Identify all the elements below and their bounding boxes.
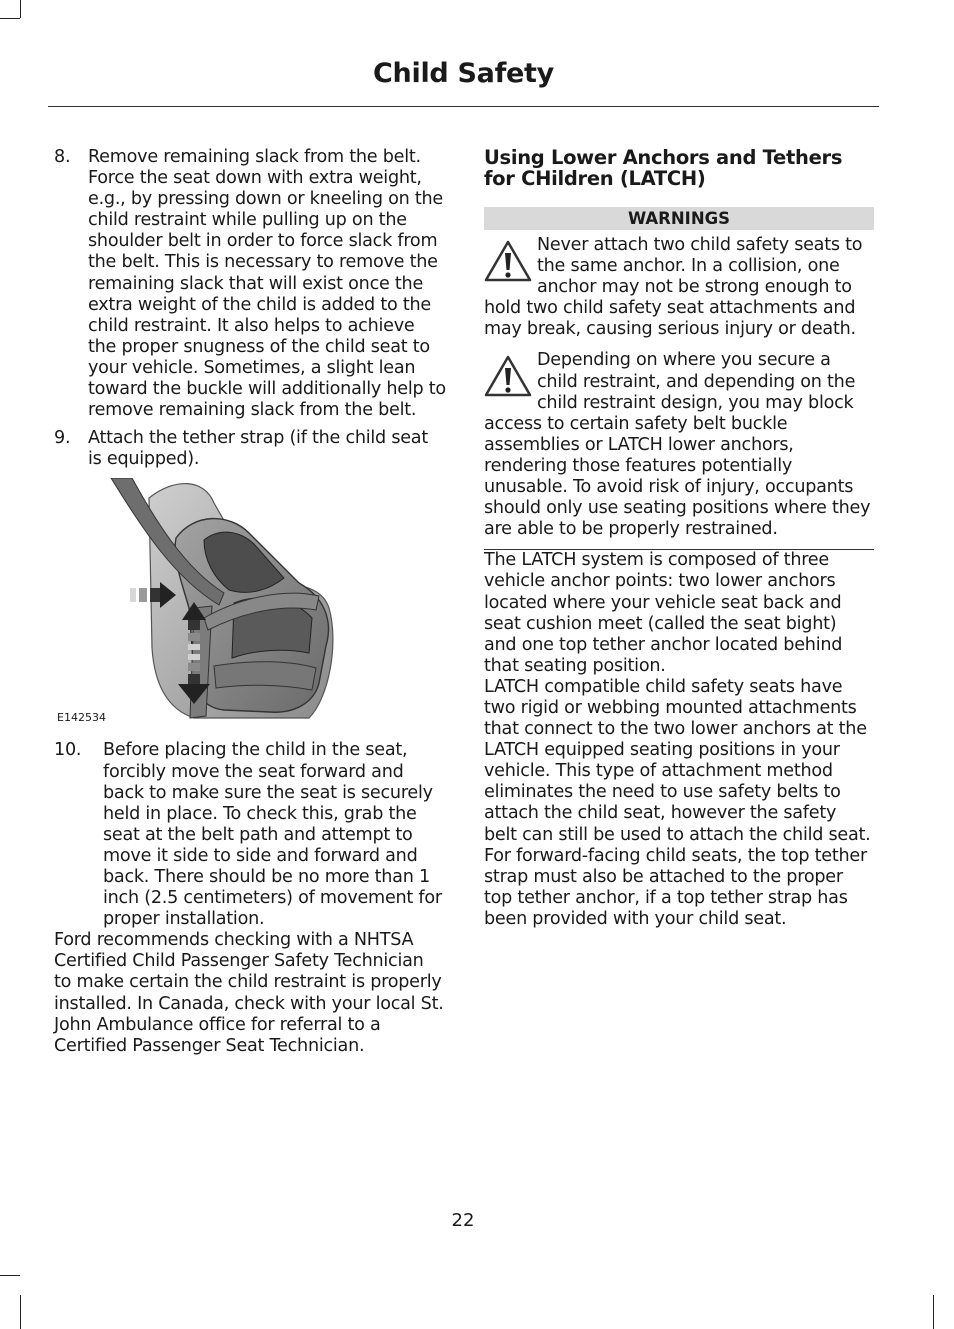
page-number: 22 xyxy=(451,1210,475,1231)
list-item-step-9 xyxy=(54,428,446,470)
step-number: 8. xyxy=(54,147,71,167)
title-divider xyxy=(48,106,879,107)
crop-mark xyxy=(0,1275,20,1276)
list-item-step-8 xyxy=(54,147,446,421)
left-column xyxy=(54,147,446,1057)
figure-id: E142534 xyxy=(57,711,106,725)
warning-item xyxy=(484,235,874,340)
crop-mark xyxy=(20,0,21,18)
crop-mark xyxy=(20,1295,21,1329)
warning-triangle-icon xyxy=(484,354,532,398)
crop-mark xyxy=(0,18,20,19)
child-seat-drawing xyxy=(54,478,446,728)
list-item-step-10 xyxy=(54,740,446,930)
body-paragraph: The LATCH system is composed of three vehicle anchor points: two lower anchors located where your vehicle seat back and seat cushion meet (called the seat bight) and one top tether anchor located behind that seating position. xyxy=(484,550,843,676)
warning-text: Never attach two child safety seats to the same anchor. In a collision, one anchor may not be strong enough to hold two child safety seat attachments and may break, causing serious injury or death. xyxy=(484,235,863,340)
crop-mark xyxy=(933,1295,934,1329)
step-text: Remove remaining slack from the belt. Force the seat down with extra weight, e.g., by pressing down or kneeling on the child restraint while pulling up on the shoulder belt in order to force slack from the belt. This is necessary to remove the remaining slack that will exist once the extra weight of the child is added to the child restraint. It also helps to achieve the proper snugness of the child seat to your vehicle. Sometimes, a slight lean toward the buckle will additionally help to remove remaining slack from the belt. xyxy=(88,147,446,421)
warnings-header: WARNINGS xyxy=(484,207,874,230)
right-column xyxy=(484,147,874,930)
step-text: Before placing the child in the seat, forcibly move the seat forward and back to make sure the seat is securely held in place. To check this, grab the seat at the belt path and attempt to move it side to side and forward and back. There should be no more than 1 inch (2.5 centimeters) of movement for proper installation. xyxy=(103,740,442,930)
body-paragraph: LATCH compatible child safety seats have two rigid or webbing mounted attachments that connect to the two lower anchors at the LATCH equipped seating positions in your vehicle. This type of attachment method eliminates the need to use safety belts to attach the child seat, however the safety belt can still be used to attach the child seat. For forward-facing child seats, the top tether strap must also be attached to the proper top tether anchor, if a top tether strap has been provided with your child seat. xyxy=(484,676,871,929)
page-title: Child Safety xyxy=(373,58,554,89)
step-number: 10. xyxy=(54,740,82,761)
step-text: Attach the tether strap (if the child seat is equipped). xyxy=(88,428,428,470)
body-paragraph: Ford recommends checking with a NHTSA Certified Child Passenger Safety Technician to make certain the child restraint is properly installed. In Canada, check with your local St. John Ambulance office for referral to a Certified Passenger Seat Technician. xyxy=(54,930,444,1056)
child-seat-illustration xyxy=(54,478,446,728)
section-heading: Using Lower Anchors and Tethers for CHildren (LATCH) xyxy=(484,146,843,190)
warning-item xyxy=(484,350,874,540)
warning-triangle-icon xyxy=(484,239,532,283)
step-number: 9. xyxy=(54,428,71,449)
warning-text: Depending on where you secure a child restraint, and depending on the child restraint design, you may block access to certain safety belt buckle assemblies or LATCH lower anchors, rendering those features potentially unusable. To avoid risk of injury, occupants should only use seating positions where they are able to be properly restrained. xyxy=(484,350,871,540)
